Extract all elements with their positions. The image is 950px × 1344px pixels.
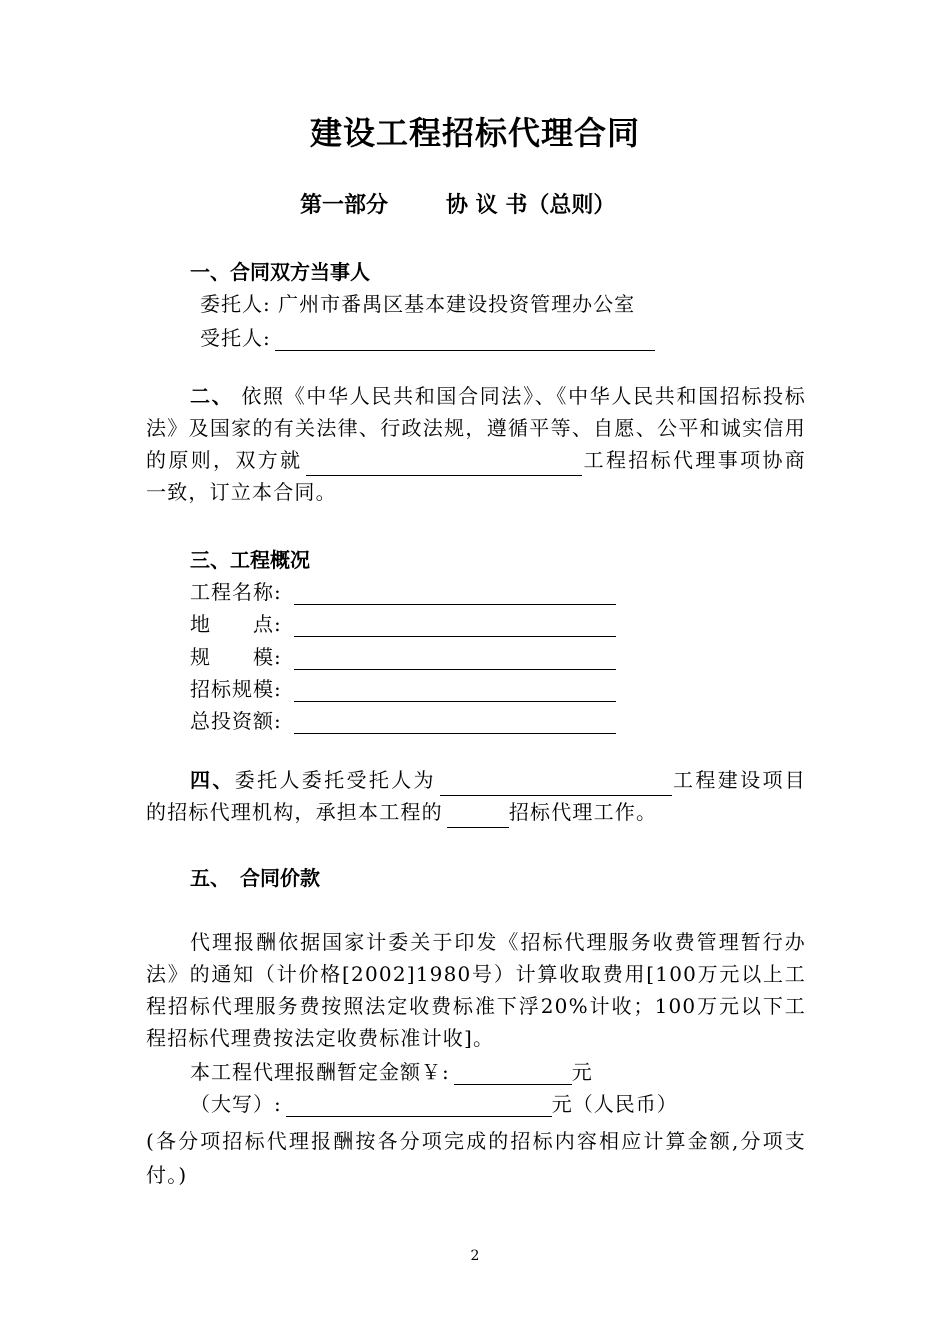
field-row	[190, 673, 616, 702]
field-blank	[294, 584, 616, 605]
section5-heading: 五、 合同价款	[190, 866, 320, 890]
field-row	[190, 641, 616, 670]
capital-row	[190, 1088, 678, 1117]
field-blank	[294, 681, 616, 702]
client-value: 广州市番禺区基本建设投资管理办公室	[278, 292, 636, 316]
section2-number: 二、	[190, 384, 234, 408]
part-name: 协 议 书（总则）	[446, 193, 616, 218]
section2-text-b: 工程招标代理事项协商一致，订立本合同。	[146, 448, 806, 504]
section4-text-a: 委托人委托受托人为	[234, 768, 436, 792]
client-label: 委托人:	[200, 292, 271, 316]
payment-note: (各分项招标代理报酬按各分项完成的招标内容相应计算金额,分项支付。)	[146, 1129, 806, 1187]
page-number: 2	[470, 1248, 480, 1264]
field-row	[190, 576, 616, 605]
capital-label: （大写）:	[190, 1092, 282, 1116]
capital-unit: 元（人民币）	[551, 1092, 678, 1116]
section4-text-b: 工程建设项目的招标代理机构，承担本工程的	[146, 768, 807, 824]
section4-number: 四、	[190, 768, 235, 792]
amount-row	[190, 1056, 593, 1085]
document-title: 建设工程招标代理合同	[309, 114, 640, 152]
agent-row	[200, 322, 655, 351]
amount-blank	[454, 1064, 572, 1085]
project-name-blank	[306, 453, 582, 476]
field-blank	[294, 616, 616, 637]
project-blank	[440, 773, 672, 796]
part-label: 第一部分	[300, 193, 389, 218]
field-label: 工程名称:	[190, 580, 282, 604]
agent-blank	[275, 330, 655, 351]
section3-heading: 三、工程概况	[190, 548, 310, 572]
field-row	[190, 608, 616, 637]
amount-label: 本工程代理报酬暂定金额￥:	[190, 1060, 450, 1084]
field-label: 总投资额:	[190, 709, 282, 733]
field-blank	[294, 713, 616, 734]
section2-text-a: 依照《中华人民共和国合同法》、《中华人民共和国招标投标法》及国家的有关法律、行政法规，遵循平等、自愿、公平和诚实信用的原则，双方就	[146, 384, 806, 472]
part-heading	[300, 188, 615, 219]
field-blank	[294, 649, 616, 670]
section2-paragraph	[146, 380, 806, 508]
fee-paragraph: 代理报酬依据国家计委关于印发《招标代理服务收费管理暂行办法》的通知（计价格[2002]1980号）计算收取费用[100万元以上工程招标代理服务费按照法定收费标准下浮20%计收；100万元以下工程招标代理费按法定收费标准计收]。	[146, 930, 806, 1050]
section1-heading: 一、合同双方当事人	[190, 260, 370, 284]
section4-text-c: 招标代理工作。	[508, 800, 658, 824]
field-label: 招标规模:	[190, 677, 282, 701]
field-row	[190, 705, 616, 734]
field-label: 规 模:	[190, 645, 282, 669]
field-label: 地 点:	[190, 612, 282, 636]
agent-label: 受托人:	[200, 326, 271, 350]
scope-blank	[447, 805, 509, 828]
section4-paragraph	[146, 764, 806, 828]
amount-unit: 元	[571, 1060, 593, 1084]
client-row	[200, 288, 635, 317]
capital-blank	[286, 1096, 552, 1117]
